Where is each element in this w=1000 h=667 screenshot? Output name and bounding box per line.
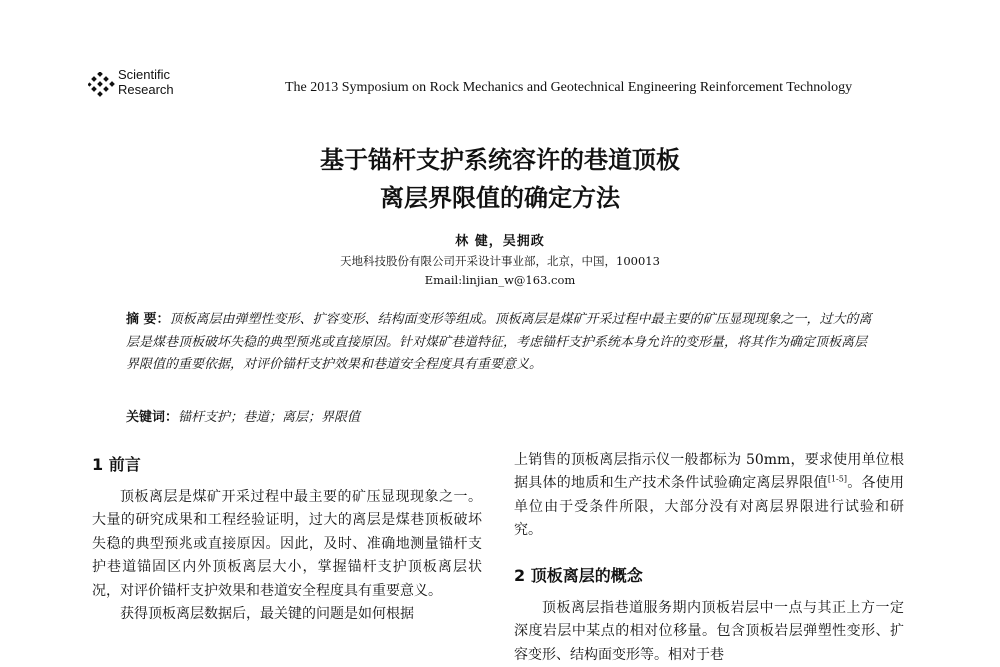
authors: 林 健，吴拥政	[455, 234, 545, 249]
right-column-top	[514, 449, 904, 543]
section-2-paragraph-1: 顶板离层指巷道服务期内顶板岩层中一点与其正上方一定深度岩层中某点的相对位移量。包含顶板岩层弹塑性变形、扩容变形、结构面变形等。相对于巷	[514, 600, 904, 663]
abstract-text: 顶板离层由弹塑性变形、扩容变形、结构面变形等组成。顶板离层是煤矿开采过程中最主要的矿压显现现象之一，过大的离层是煤巷顶板破坏失稳的典型预兆或直接原因。针对煤矿巷道特征，考虑锚杆支护系统本身允许的变形量，将其作为确定顶板离层界限值的重要依据，对评价锚杆支护效果和巷道安全程度具有重要意义。	[126, 312, 872, 372]
scientific-research-logo-icon	[88, 72, 116, 98]
affiliation: 天地科技股份有限公司开采设计事业部，北京，中国，100013	[340, 254, 660, 268]
right-paragraph-1-text-a: 上销售的顶板离层指示仪一般都标为 50mm，要求使用单位根据具体的地质和生产技术条件试验确定离层界限值	[514, 452, 904, 492]
abstract	[126, 309, 876, 377]
logo-text-line1: Scientific	[118, 67, 171, 82]
logo-text-line2: Research	[118, 82, 174, 97]
keywords-label: 关键词：	[126, 410, 179, 425]
email: Email:linjian_w@163.com	[424, 273, 576, 287]
keywords	[126, 406, 876, 425]
paper-title-line2: 离层界限值的确定方法	[380, 184, 620, 212]
paper-title-line1: 基于锚杆支护系统容许的巷道顶板	[320, 146, 680, 174]
section-1-paragraph-1: 顶板离层是煤矿开采过程中最主要的矿压显现现象之一。大量的研究成果和工程经验证明，过大的离层是煤巷顶板破坏失稳的典型预兆或直接原因。因此，及时、准确地测量锚杆支护巷道锚固区内外顶板离层大小，掌握锚杆支护顶板离层状况，对评价锚杆支护效果和巷道安全程度具有重要意义。	[92, 489, 482, 599]
citation-ref: [1-5]	[827, 474, 847, 484]
right-column-bottom	[514, 597, 904, 667]
left-column	[92, 486, 482, 626]
right-paragraph-1-text-b: 。各使用单位由于受条件所限，大部分没有对离层界限进行试验和研究。	[514, 475, 905, 539]
section-2-heading: 2 顶板离层的概念	[514, 566, 643, 585]
abstract-label: 摘 要：	[126, 312, 170, 327]
publisher-logo	[88, 68, 198, 104]
keywords-text: 锚杆支护；巷道；离层；界限值	[178, 410, 361, 425]
right-paragraph-1	[514, 449, 904, 543]
section-1-heading: 1 前言	[92, 455, 141, 474]
symposium-header: The 2013 Symposium on Rock Mechanics and Geotechnical Engineering Reinforcement Technology	[285, 80, 853, 95]
section-1-paragraph-2: 获得顶板离层数据后，最关键的问题是如何根据	[120, 606, 414, 623]
